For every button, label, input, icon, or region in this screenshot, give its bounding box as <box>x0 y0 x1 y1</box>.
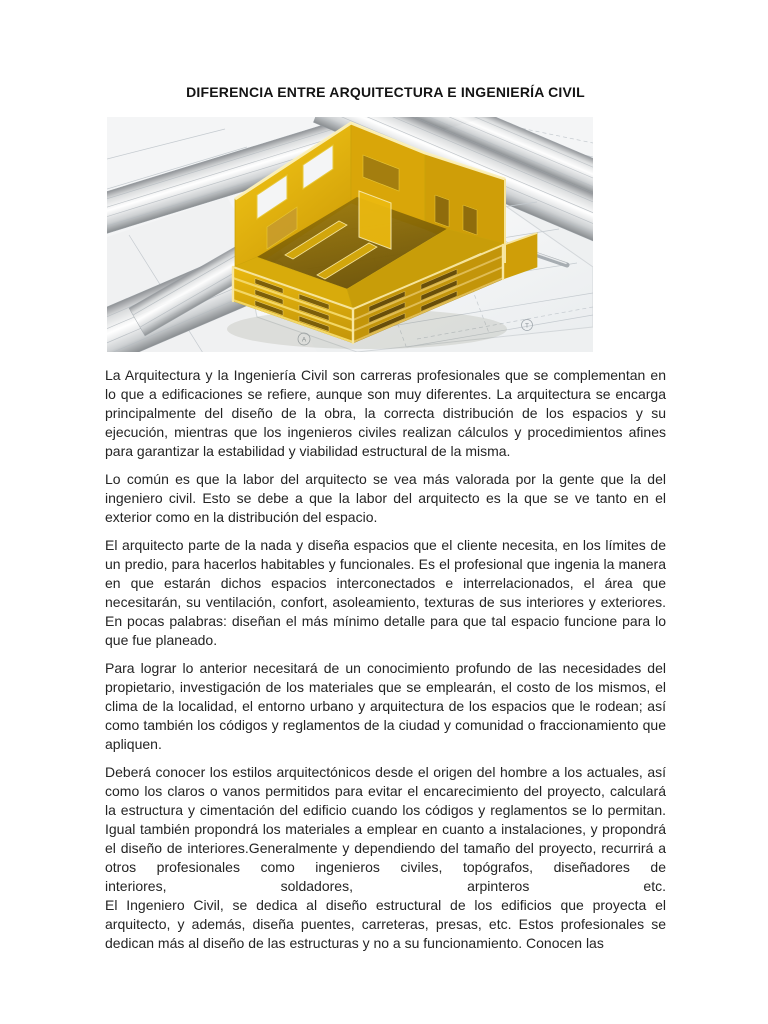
article-body <box>105 366 666 962</box>
paragraph-2: Lo común es que la labor del arquitecto se vea más valorada por la gente que la del ingeniero civil. Esto se debe a que la labor del arquitecto es la que se ve tanto en el exterior como en la distribución del espacio. <box>105 471 666 525</box>
paragraph-1: La Arquitectura y la Ingeniería Civil son carreras profesionales que se complementan en lo que a edificaciones se refiere, aunque son muy diferentes. La arquitectura se encarga principalmente del diseño de la obra, la correcta distribución de los espacios y su ejecución, mientras que los ingenieros civiles realizan cálculos y procedimientos afines para garantizar la estabilidad y viabilidad estructural de la misma. <box>105 367 666 459</box>
hero-image <box>107 117 593 352</box>
paragraph-6: El Ingeniero Civil, se dedica al diseño estructural de los edificios que proyecta el arquitecto, y además, diseña puentes, carreteras, presas, etc. Estos profesionales se dedican más al diseño de las estructuras y no a su funcionamiento. Conocen las <box>105 897 666 951</box>
building-model-illustration <box>107 117 593 352</box>
paragraph-5-continued-line: interiores, soldadores, arpinteros etc. <box>105 878 666 894</box>
svg-text:T: T <box>525 322 529 330</box>
paragraph-3: El arquitecto parte de la nada y diseña espacios que el cliente necesita, en los límites de un predio, para hacerlos habitables y funcionales. Es el profesional que ingenia la manera en que estarán dichos espacios interconectados e interrelacionados, el área que necesitarán, su ventilación, confort, asoleamiento, texturas de sus interiores y exteriores. En pocas palabras: diseñan el más mínimo detalle para que tal espacio funcione para lo que fue planeado. <box>105 537 666 648</box>
document-title: DIFERENCIA ENTRE ARQUITECTURA E INGENIERÍA CIVIL <box>186 84 585 100</box>
paragraph-4: Para lograr lo anterior necesitará de un conocimiento profundo de las necesidades del propietario, investigación de los materiales que se emplearán, el costo de los mismos, el clima de la localidad, el entorno urbano y arquitectura de los espacios que le rodean; así como también los códigos y reglamentos de la ciudad y comunidad o fraccionamiento que apliquen. <box>105 660 666 752</box>
svg-text:A: A <box>301 336 307 344</box>
paragraph-5: Deberá conocer los estilos arquitectónicos desde el origen del hombre a los actuales, así como los claros o vanos permitidos para evitar el encarecimiento del proyecto, calculará la estructura y cimentación del edificio cuando los códigos y reglamentos se lo permitan. Igual también propondrá los materiales a emplear en cuanto a instalaciones, y propondrá el diseño de interiores.Generalmente y dependiendo del tamaño del proyecto, recurrirá a otros profesionales como ingenieros civiles, topógrafos, diseñadores de <box>105 764 666 875</box>
